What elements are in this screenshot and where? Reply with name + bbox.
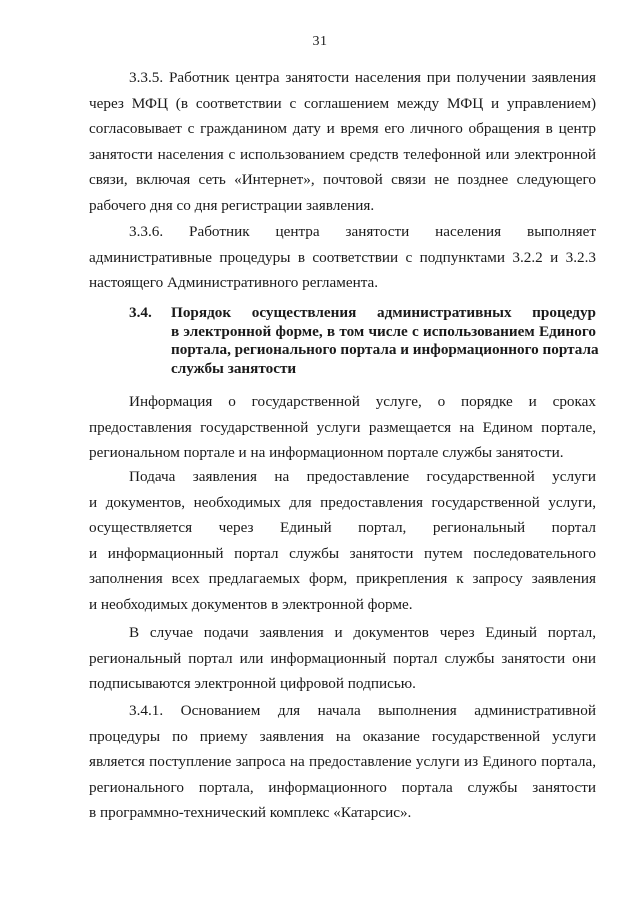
text-line: Информация о государственной услуге, о порядке и сроках xyxy=(129,393,596,410)
text-line: подписываются электронной цифровой подписью. xyxy=(89,675,416,693)
page-number: 31 xyxy=(312,34,328,49)
text-line: заполнения всех предлагаемых форм, прикрепления к запросу заявления xyxy=(89,570,596,588)
text-line: 3.3.6. Работник центра занятости населения выполняет xyxy=(129,223,596,240)
text-line: региональном портале и на информационном портале службы занятости. xyxy=(89,444,564,462)
text-line: осуществляется через Единый портал, региональный портал xyxy=(89,519,596,537)
text-line: 3.4.1. Основанием для начала выполнения административной xyxy=(129,702,596,719)
text-line: связи, включая сеть «Интернет», почтовой связи не позднее следующего xyxy=(89,171,596,189)
text-line: является поступление запроса на предоставление услуги из Единого портала, xyxy=(89,753,596,771)
text-line: 3.3.5. Работник центра занятости населения при получении заявления xyxy=(129,69,596,86)
paragraph-3-3-5 xyxy=(89,65,596,219)
section-number: 3.4. xyxy=(129,304,152,321)
heading-line: службы занятости xyxy=(171,359,297,377)
section-title xyxy=(171,304,599,378)
paragraph-submission xyxy=(89,464,596,618)
text-line: и документов, необходимых для предоставления государственной услуги, xyxy=(89,493,596,511)
heading-line: портала, регионального портала и информационного портала xyxy=(171,341,599,358)
text-line: Подача заявления на предоставление государственной услуги xyxy=(129,468,596,485)
text-line: В случае подачи заявления и документов через Единый портал, xyxy=(129,624,596,641)
text-line: административные процедуры в соответствии с подпунктами 3.2.2 и 3.2.3 xyxy=(89,248,596,266)
text-line: предоставления государственной услуги размещается на Едином портале, xyxy=(89,418,596,436)
paragraph-information xyxy=(89,389,596,466)
paragraph-3-3-6 xyxy=(89,219,596,296)
text-line: и необходимых документов в электронной форме. xyxy=(89,595,413,613)
text-line: через МФЦ (в соответствии с соглашением между МФЦ и управлением) xyxy=(89,94,596,112)
text-line: рабочего дня со дня регистрации заявления. xyxy=(89,196,375,214)
section-heading-3-4 xyxy=(129,304,599,380)
paragraph-signature xyxy=(89,620,596,697)
text-line: и информационный портал службы занятости путем последовательного xyxy=(89,544,596,562)
heading-line: Порядок осуществления административных процедур xyxy=(171,304,596,321)
text-line: настоящего Административного регламента. xyxy=(89,274,379,292)
text-line: занятости населения с использованием средств телефонной или электронной xyxy=(89,145,596,163)
paragraph-3-4-1 xyxy=(89,698,596,826)
text-line: процедуры по приему заявления на оказание государственной услуги xyxy=(89,727,596,745)
heading-line: в электронной форме, в том числе с использованием Единого xyxy=(171,322,596,340)
text-line: регионального портала, информационного портала службы занятости xyxy=(89,778,596,796)
text-line: в программно-технический комплекс «Катарсис». xyxy=(89,804,412,822)
text-line: согласовывает с гражданином дату и время его личного обращения в центр xyxy=(89,120,596,138)
text-line: региональный портал или информационный портал службы занятости они xyxy=(89,649,596,667)
